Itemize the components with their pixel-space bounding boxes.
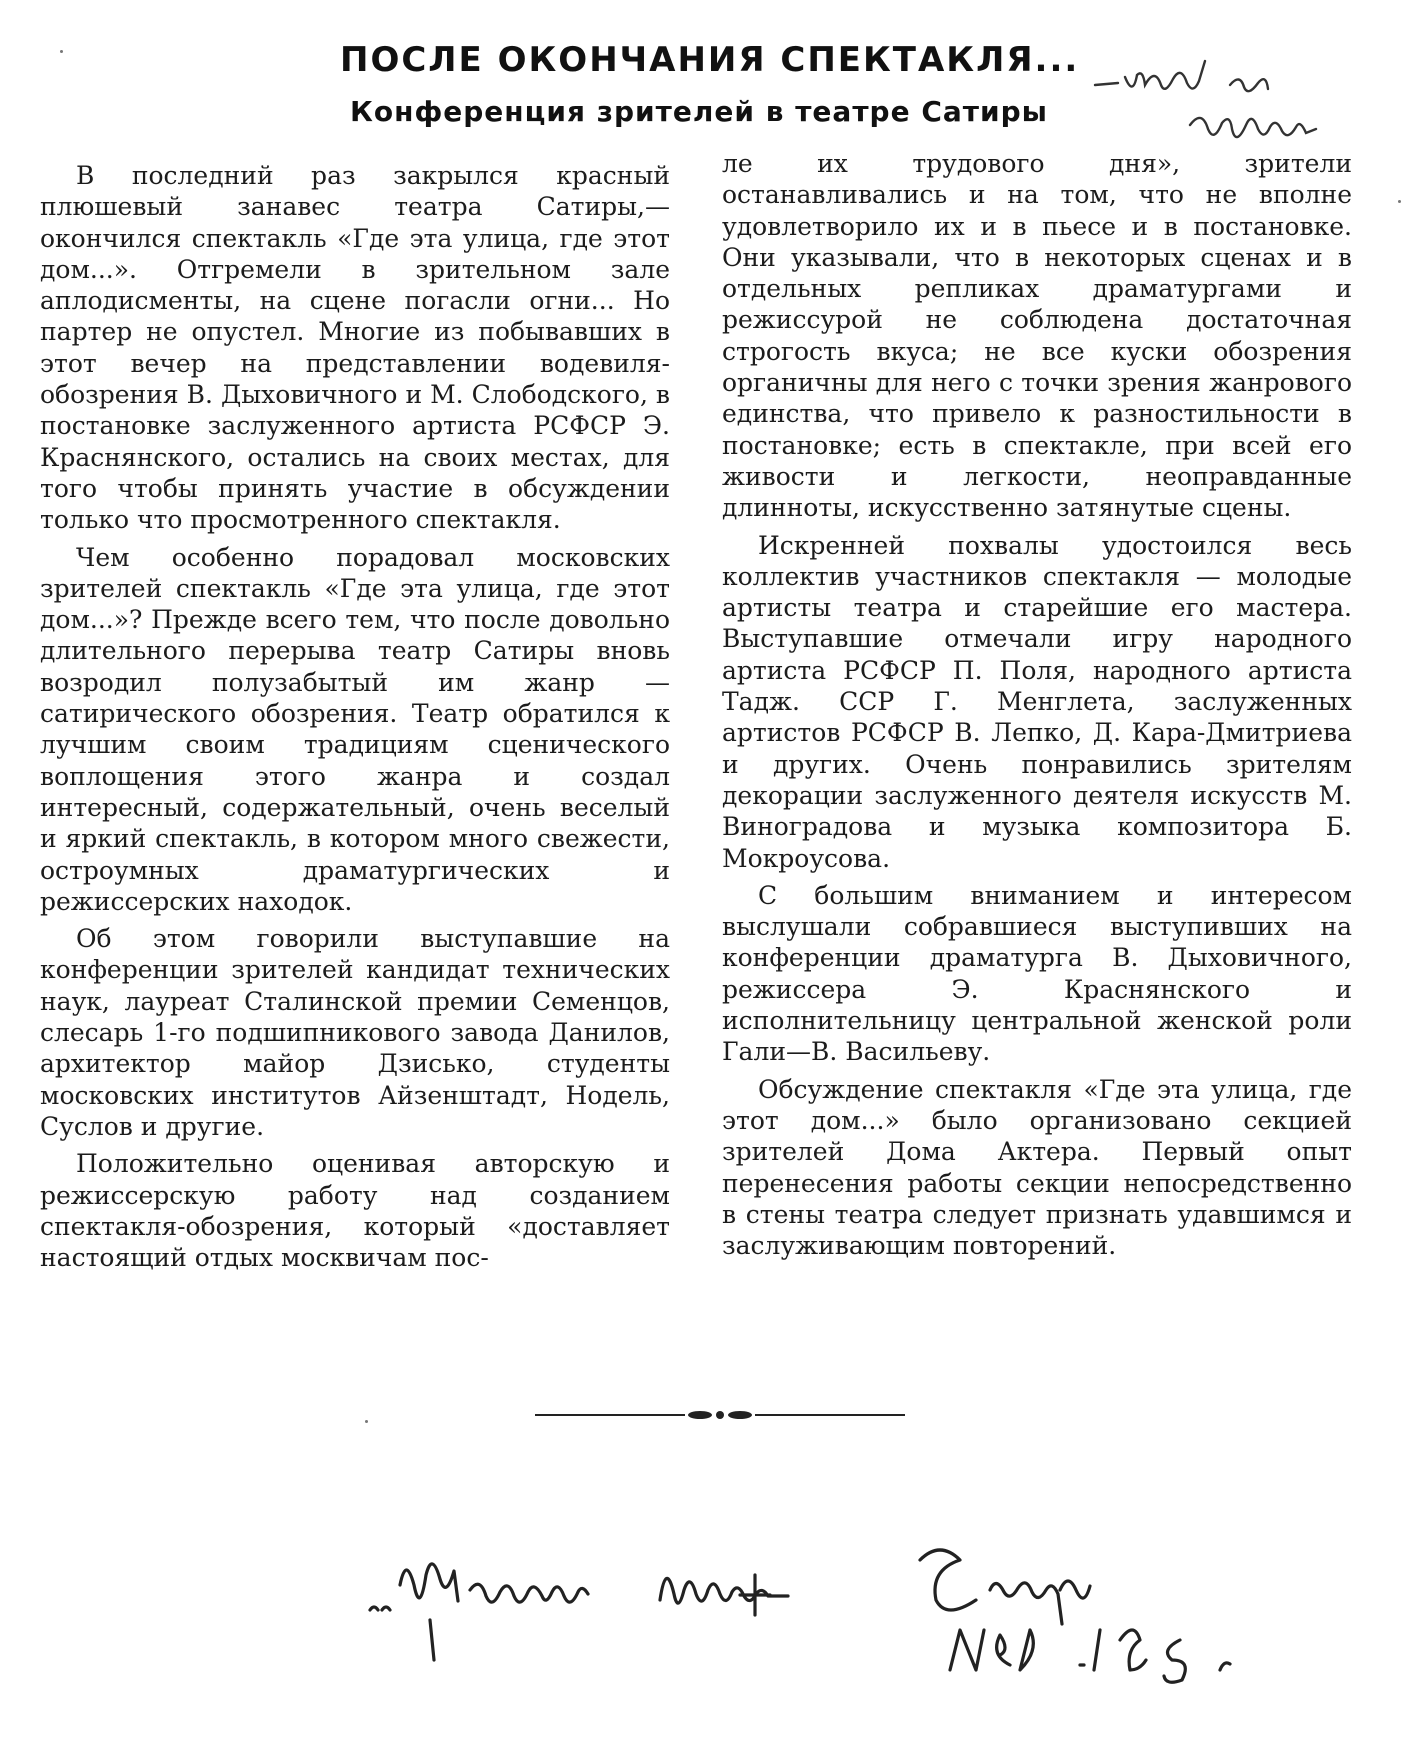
margin-note-text	[1390, 55, 1391, 56]
paragraph-7: Обсуждение спектакля «Где эта улица, где этот дом...» было организовано секцией зрителей Дома Актера. Первый опыт перенесения работы секции непосредственно в стены театра следует признать удавшимся и заслуживающим повторений.	[722, 1074, 1352, 1261]
paragraph-4-continuation: ле их трудового дня», зрители останавливались и на том, что не вполне удовлетворило их и в пьесе и в постановке. Они указывали, что в некоторых сценах и в отдельных репликах драматургами и режиссурой не соблюдена достаточная строгость вкуса; не все куски обозрения органичны для него с точки зрения жанрового единства, что привело к разностильности в постановке; есть в спектакле, при всей его живости и легкости, неоправданные длинноты, искусственно затянутые сцены.	[722, 149, 1352, 523]
left-column	[40, 160, 670, 1279]
headline: ПОСЛЕ ОКОНЧАНИЯ СПЕКТАКЛЯ...	[340, 40, 1080, 80]
source-note-text	[1380, 1490, 1381, 1491]
paragraph-3: Об этом говорили выступавшие на конференции зрителей кандидат технических наук, лауреат Сталинской премии Семенцов, слесарь 1-го подшипникового завода Данилов, архитектор майор Дзисько, студенты московских институтов Айзенштадт, Нодель, Суслов и другие.	[40, 924, 670, 1141]
paper-speck	[1398, 200, 1401, 203]
paragraph-4: Положительно оценивая авторскую и режиссерскую работу над созданием спектакля-обозрения, который «доставляет настоящий отдых москвичам пос-	[40, 1149, 670, 1273]
paper-speck	[60, 50, 63, 53]
right-column	[722, 148, 1352, 1267]
paper-speck	[365, 1420, 368, 1423]
source-note-scribble	[360, 1490, 1380, 1730]
handwritten-source-note	[360, 1490, 1380, 1730]
paragraph-5: Искренней похвалы удостоился весь коллектив участников спектакля — молодые артисты театра и старейшие его мастера. Выступавшие отмечали игру народного артиста РСФСР П. Поля, народного артиста Тадж. ССР Г. Менглета, заслуженных артистов РСФСР В. Лепко, Д. Кара-Дмитриева и других. Очень понравились зрителям декорации заслуженного деятеля искусств М. Виноградова и музыка композитора Б. Мокроусова.	[722, 530, 1352, 873]
ornament-divider	[535, 1408, 905, 1422]
subheadline: Конференция зрителей в театре Сатиры	[350, 95, 1048, 128]
paragraph-6: С большим вниманием и интересом выслушали собравшиеся выступивших на конференции драматурга В. Дыховичного, режиссера Э. Краснянского и исполнительницу центральной женской роли Гали—В. Васильеву.	[722, 880, 1352, 1067]
paragraph-1: В последний раз закрылся красный плюшевый занавес театра Сатиры,— окончился спектакль «Где эта улица, где этот дом...». Отгремели в зрительном зале аплодисменты, на сцене погасли огни... Но партер не опустел. Многие из побывавших в этот вечер на представлении водевиля-обозрения В. Дыховичного и М. Слободского, в постановке заслуженного артиста РСФСР Э. Краснянского, остались на своих местах, для того чтобы принять участие в обсуждении только что просмотренного спектакля.	[40, 161, 670, 535]
paragraph-2: Чем особенно порадовал московских зрителей спектакль «Где эта улица, где этот дом...»? Прежде всего тем, что после довольно длительного перерыва театр Сатиры вновь возродил полузабытый им жанр — сатирического обозрения. Театр обратился к лучшим своим традициям сценического воплощения этого жанра и создал интересный, содержательный, очень веселый и яркий спектакль, в котором много свежести, остроумных драматургических и режиссерских находок.	[40, 542, 670, 916]
